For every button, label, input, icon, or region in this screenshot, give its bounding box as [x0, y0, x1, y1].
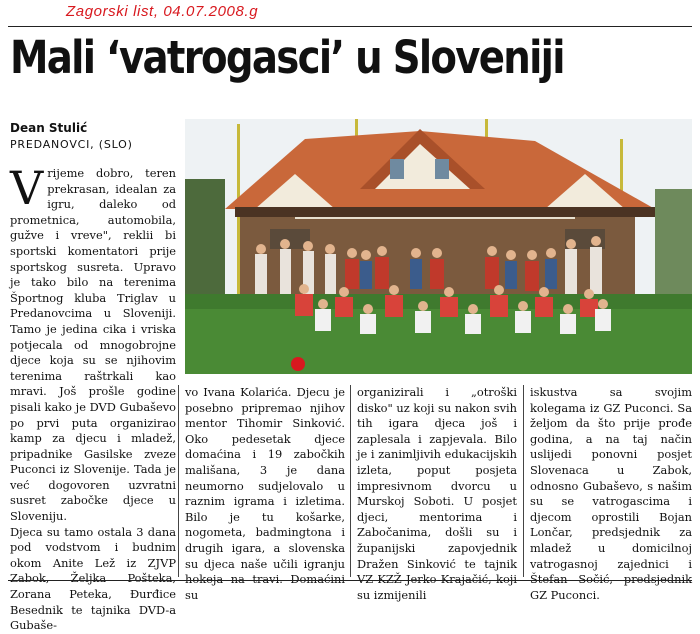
column-divider — [178, 385, 179, 577]
article-column-1 — [10, 161, 176, 633]
top-rule — [8, 26, 692, 27]
bottom-rule — [8, 580, 692, 581]
article-paragraph: organizirali i „otroški disko" uz koji su nakon svih tih igara djeca još i zaplesala i zapjevala. Bilo je i zanimljivih edukacijskih izleta, poput posjeta impresivnom dvorcu u Murskoj Soboti. U posjet djeci, mentorima i Zabočanima, došli su i županijski zapovjednik Dražen Sinković te tajnik VZ KZŽ Jerko Krajačić, koji su izmijenili — [357, 385, 517, 602]
dropcap-letter: V — [10, 161, 44, 215]
article-paragraph: Djeca su tamo ostala 3 dana pod vodstvom i budnim okom Anite Lež iz ZJVP Zabok, Željka Pošteka, Zorana Peteka, Đurđice Besednik te tajnika DVD-a Gubaše- — [10, 524, 176, 633]
headline: Mali ‘vatrogasci’ u Sloveniji — [10, 31, 564, 84]
article-paragraph: rijeme dobro, teren prekrasan, idealan za igru, daleko od prometnica, automobila, gužve i vreve", reklii bi sportski komentatori prije sportskog susreta. Upravo je tako bilo na terenima Športnog kluba Triglav u Predanovcima u Sloveniji. Tamo je jedina cika i vriska potjecala od mnogobrojne djece koja su se njihovim terenima raštrkali kao mravi. Još prošle godine pisali kako je DVD Gubaševo po prvi puta organizirao kamp za djecu i mladež, pripadnike Gasilske zveze Puconci iz Slovenije. Tada je već dogovoren uzvratni susret zabočke djece u Sloveniju. — [10, 166, 176, 524]
article-column-4 — [530, 385, 692, 602]
source-line: Zagorski list, 04.07.2008.g — [66, 3, 259, 20]
article-paragraph: vo Ivana Kolarića. Djecu je posebno pripremao njihov mentor Tihomir Sinković. Oko pedesetak djece domaćina i 19 zabočkih mališana, 3 je dana neumorno sudjelovalo u raznim igrama i izletima. Bilo je tu košarke, nogometa, badmingtona i drugih igara, a slovenska su djeca naše učili igranju hokeja na travi. Domaćini su — [185, 385, 345, 602]
column-divider — [523, 385, 524, 577]
column-divider — [350, 385, 351, 577]
article-column-3 — [357, 385, 517, 602]
author-byline: Dean Stulić — [10, 121, 88, 135]
article-paragraph: iskustva sa svojim kolegama iz GZ Puconci. Sa željom da što prije prođe godina, a na taj način uslijedi ponovni posjet Slovenaca u Zabok, odnosno Gubaševo, s našim su se vatrogascima i djecom oprostili Bojan Lončar, predsjednik za mladež u domicilnoj vatrogasnoj zajednici i Štefan Sočić, predsjednik GZ Puconci. — [530, 385, 692, 602]
article-column-2 — [185, 385, 345, 602]
dateline: PREDANOVCI, (SLO) — [10, 138, 133, 151]
group-photo — [185, 119, 692, 374]
